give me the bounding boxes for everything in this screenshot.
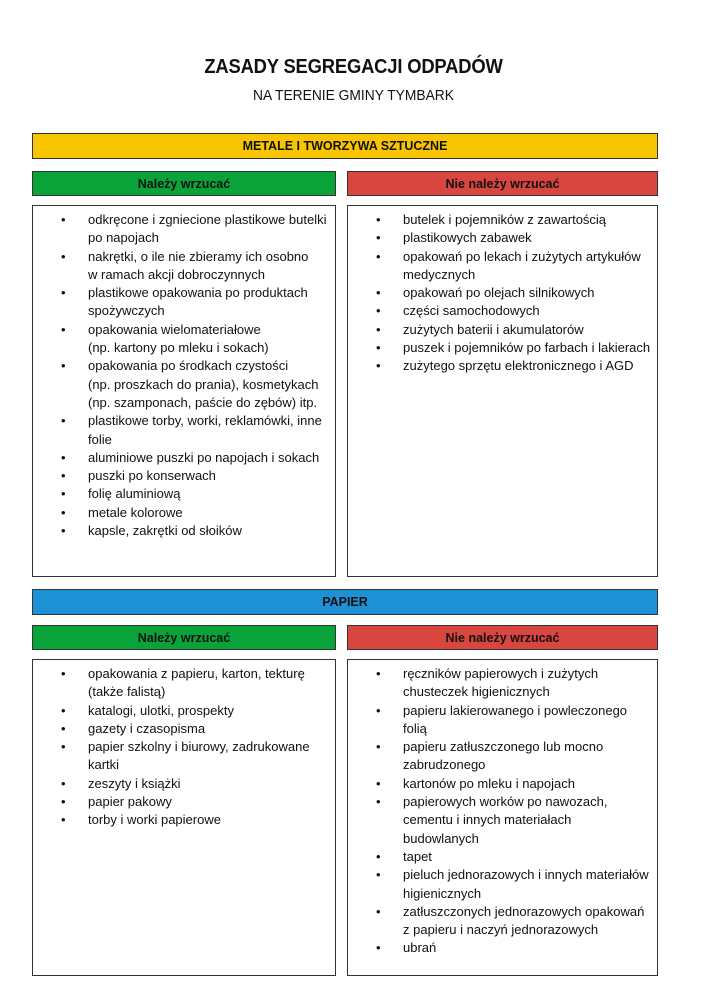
list-item-line: spożywczych — [88, 303, 165, 319]
list-item-line: higienicznych — [403, 885, 482, 901]
list-item-line: chusteczek higienicznych — [403, 684, 550, 700]
list-item-line: • opakowań po olejach silnikowych — [403, 285, 595, 301]
list-item — [33, 522, 329, 540]
list-item-line: • opakowania wielomateriałowe — [88, 321, 261, 337]
list-item — [348, 793, 651, 848]
list-item — [33, 321, 329, 358]
list-item-line: • opakowania po środkach czystości — [88, 358, 289, 374]
list-item-line: • papierowych worków po nawozach, — [403, 794, 608, 810]
allowed-header-papier — [32, 625, 336, 650]
list-item-line: • kapsle, zakrętki od słoików — [88, 523, 242, 539]
list-item-line: medycznych — [403, 266, 476, 282]
page-subtitle: NA TERENIE GMINY TYMBARK — [253, 87, 454, 104]
list-item — [348, 702, 651, 739]
list-item — [348, 339, 651, 357]
list-item — [33, 702, 329, 720]
list-item-line: • torby i worki papierowe — [88, 812, 221, 828]
not-allowed-list-box-papier — [347, 659, 658, 976]
list-item-line: (także falistą) — [88, 684, 166, 700]
list-item — [33, 720, 329, 738]
list-item-line: • folię aluminiową — [88, 486, 181, 502]
list-item-line: • papier szkolny i biurowy, zadrukowane — [88, 739, 310, 755]
list-item-line: • papieru zatłuszczonego lub mocno — [403, 739, 604, 755]
list-item — [33, 449, 329, 467]
allowed-list-box-papier — [32, 659, 336, 976]
list-item-line: • kartonów po mleku i napojach — [403, 775, 575, 791]
list-item-line: w ramach akcji dobroczynnych — [88, 266, 266, 282]
list-item-line: (np. proszkach do prania), kosmetykach — [88, 376, 319, 392]
list-item-line: (np. kartony po mleku i sokach) — [88, 340, 269, 356]
allowed-label: Należy wrzucać — [137, 176, 231, 191]
list-item-line: • tapet — [403, 848, 432, 864]
list-item-line: • zużytego sprzętu elektronicznego i AGD — [403, 358, 634, 374]
list-item-line: • puszek i pojemników po farbach i lakierach — [403, 340, 651, 356]
list-item-line: • papieru lakierowanego i powleczonego — [403, 702, 628, 718]
list-item-line: • aluminiowe puszki po napojach i sokach — [88, 449, 320, 465]
list-item — [33, 248, 329, 285]
not-allowed-label: Nie należy wrzucać — [445, 630, 560, 645]
list-item-line: • butelek i pojemników z zawartością — [403, 212, 607, 227]
list-item — [348, 211, 651, 229]
list-item — [33, 485, 329, 503]
list-item — [33, 738, 329, 775]
list-item-line: • części samochodowych — [403, 303, 540, 319]
list-item — [33, 665, 329, 702]
list-item-line: • ubrań — [403, 940, 437, 956]
not-allowed-label: Nie należy wrzucać — [445, 176, 560, 191]
list-item — [33, 412, 329, 449]
list-item — [348, 866, 651, 903]
section-title: PAPIER — [322, 595, 368, 609]
list-item — [33, 793, 329, 811]
list-item-line: • pieluch jednorazowych i innych materiałów — [403, 867, 649, 883]
list-item — [348, 357, 651, 375]
not-allowed-header-papier — [347, 625, 658, 650]
list-item-line: • puszki po konserwach — [88, 468, 216, 484]
list-item-line: • zużytych baterii i akumulatorów — [403, 321, 584, 337]
list-item — [348, 848, 651, 866]
list-item — [33, 504, 329, 522]
list-item-line: • metale kolorowe — [88, 504, 183, 520]
section-title: METALE I TWORZYWA SZTUCZNE — [242, 139, 448, 153]
allowed-label: Należy wrzucać — [137, 630, 231, 645]
list-item — [348, 775, 651, 793]
list-item — [33, 211, 329, 248]
list-item — [33, 284, 329, 321]
list-item-line: • plastikowych zabawek — [403, 230, 532, 246]
list-item — [33, 357, 329, 412]
list-item-line: (np. szamponach, paście do zębów) itp. — [88, 394, 318, 410]
list-item-line: • odkręcone i zgniecione plastikowe butelki — [88, 212, 327, 227]
not-allowed-header-metale — [347, 171, 658, 196]
list-item-line: zabrudzonego — [403, 757, 486, 773]
allowed-header-metale — [32, 171, 336, 196]
not-allowed-list — [348, 206, 657, 376]
list-item — [348, 665, 651, 702]
list-item-line: kartki — [88, 757, 120, 773]
list-item-line: folie — [88, 431, 112, 447]
page-title: ZASADY SEGREGACJI ODPADÓW — [204, 56, 503, 78]
list-item — [348, 302, 651, 320]
list-item-line: • katalogi, ulotki, prospekty — [88, 702, 234, 718]
list-item-line: • nakrętki, o ile nie zbieramy ich osobno — [88, 248, 309, 264]
not-allowed-list-box-metale — [347, 205, 658, 577]
list-item — [348, 229, 651, 247]
list-item-line: budowlanych — [403, 830, 479, 846]
list-item — [348, 248, 651, 285]
list-item-line: • papier pakowy — [88, 794, 172, 810]
list-item-line: • gazety i czasopisma — [88, 720, 206, 736]
list-item-line: z papieru i naczyń jednorazowych — [403, 922, 599, 938]
list-item — [348, 903, 651, 940]
list-item-line: cementu i innych materiałach — [403, 812, 572, 828]
allowed-list-box-metale — [32, 205, 336, 577]
list-item — [33, 811, 329, 829]
list-item — [348, 321, 651, 339]
section-header-papier — [32, 589, 658, 615]
allowed-list — [33, 206, 335, 540]
list-item-line: • plastikowe torby, worki, reklamówki, inne — [88, 413, 322, 429]
list-item-line: folią — [403, 720, 427, 736]
list-item-line: • opakowań po lekach i zużytych artykułów — [403, 248, 641, 264]
list-item-line: po napojach — [88, 230, 159, 246]
list-item-line: • zatłuszczonych jednorazowych opakowań — [403, 903, 645, 919]
not-allowed-list — [348, 660, 657, 958]
list-item — [33, 775, 329, 793]
list-item-line: • opakowania z papieru, karton, tekturę — [88, 666, 305, 681]
list-item-line: • plastikowe opakowania po produktach — [88, 285, 308, 301]
list-item — [348, 939, 651, 957]
allowed-list — [33, 660, 335, 830]
list-item-line: • ręczników papierowych i zużytych — [403, 666, 599, 681]
list-item — [348, 738, 651, 775]
list-item — [348, 284, 651, 302]
list-item — [33, 467, 329, 485]
list-item-line: • zeszyty i książki — [88, 775, 181, 791]
section-header-metale — [32, 133, 658, 159]
